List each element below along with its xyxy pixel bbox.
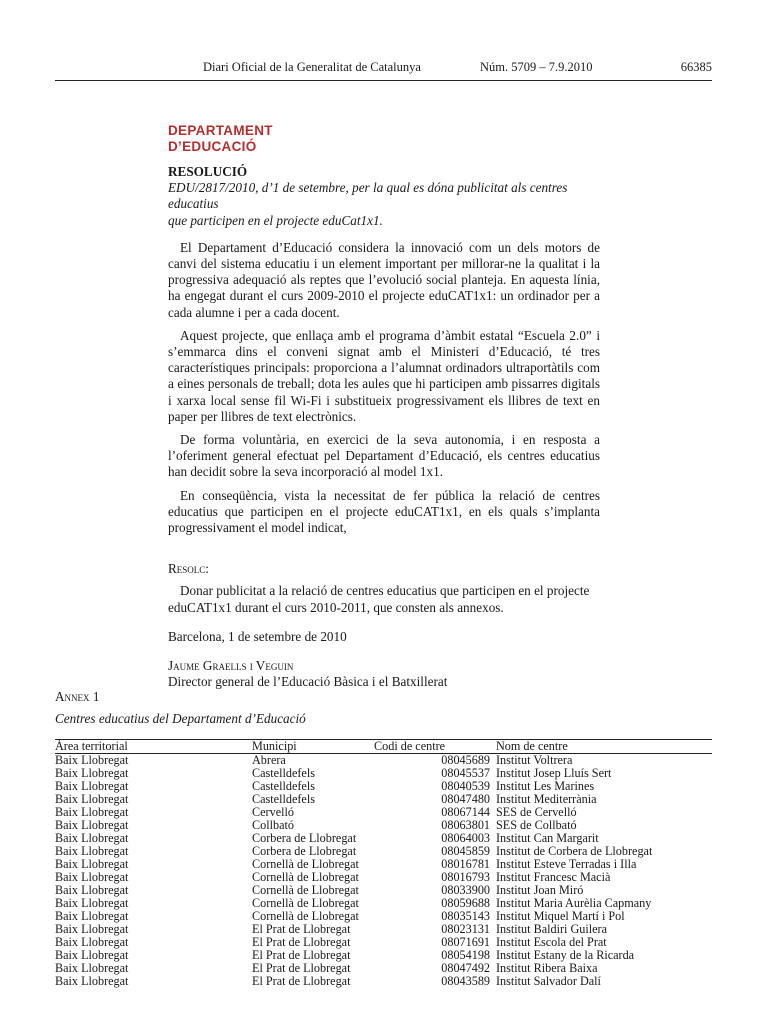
cell-name: Institut Esteve Terradas i Illa [496,857,637,871]
cell-area: Baix Llobregat [55,961,129,975]
cell-municipality: Castelldefels [252,779,315,793]
page-number: 66385 [680,60,712,74]
cell-code: 08040539 [441,779,490,793]
journal-title: Diari Oficial de la Generalitat de Catalunya [203,60,421,74]
cell-name: Institut Josep Lluís Sert [496,766,612,780]
cell-municipality: Cornellà de Llobregat [252,896,359,910]
cell-area: Baix Llobregat [55,766,129,780]
paragraph-3: De forma voluntària, en exercici de la seva autonomia, i en resposta a l’oferiment general efectuat pel Departament d’Educació, els centres educatius han decidit sobre la seva incorporació al model 1x1. [168,432,600,480]
column-header-municipality: Municipi [252,740,374,754]
cell-municipality: Cornellà de Llobregat [252,857,359,871]
cell-municipality: Collbató [252,818,294,832]
cell-code: 08035143 [441,909,490,923]
cell-code: 08033900 [441,883,490,897]
cell-municipality: El Prat de Llobregat [252,948,351,962]
cell-name: Institut Francesc Macià [496,870,611,884]
resolution-body [168,164,600,690]
cell-area: Baix Llobregat [55,805,129,819]
cell-area: Baix Llobregat [55,922,129,936]
cell-name: Institut Escola del Prat [496,935,607,949]
cell-area: Baix Llobregat [55,818,129,832]
cell-code: 08043589 [441,974,490,988]
cell-name: Institut Salvador Dalí [496,974,601,988]
table-row [55,962,712,975]
cell-area: Baix Llobregat [55,883,129,897]
cell-municipality: Cervelló [252,805,294,819]
cell-area: Baix Llobregat [55,857,129,871]
cell-name: Institut Voltrera [496,753,573,767]
cell-municipality: Abrera [252,753,286,767]
paragraph-2: Aquest projecte, que enllaça amb el programa d’àmbit estatal “Escuela 2.0” i s’emmarca dins el conveni signat amb el Ministeri d’Educació, té tres característiques principals: proporciona a l’alumnat ordinadors ultraportàtils com a eines personals de treball; dota les aules que hi participen amb pissarres digitals i xarxa local sense fil Wi-Fi i substitueix progressivament els llibres de text en paper per llibres de text electrònics. [168,327,600,424]
cell-municipality: El Prat de Llobregat [252,974,351,988]
cell-code: 08047492 [441,961,490,975]
table-row [55,806,712,819]
table-row [55,793,712,806]
table-row [55,923,712,936]
table-row [55,949,712,962]
cell-code: 08045689 [441,753,490,767]
cell-municipality: El Prat de Llobregat [252,961,351,975]
cell-name: Institut Miquel Martí i Pol [496,909,625,923]
resolution-subtitle-line-2: que participen en el projecte eduCat1x1. [168,212,383,228]
cell-municipality: El Prat de Llobregat [252,935,351,949]
cell-code: 08067144 [441,805,490,819]
paragraph-4: En conseqüència, vista la necessitat de fer pública la relació de centres educatius que participen en el projecte eduCAT1x1, en els quals s’implanta progressivament el model indicat, [168,487,600,536]
cell-code: 08016793 [441,870,490,884]
cell-municipality: Cornellà de Llobregat [252,870,359,884]
department-line-2: D’EDUCACIÓ [168,139,257,154]
cell-name: Institut Joan Miró [496,883,584,897]
cell-name: Institut Maria Aurèlia Capmany [496,896,652,910]
cell-area: Baix Llobregat [55,974,129,988]
cell-code: 08047480 [441,792,490,806]
cell-name: Institut Estany de la Ricarda [496,948,635,962]
cell-name: Institut de Corbera de Llobregat [496,844,653,858]
table-row [55,871,712,884]
table-row [55,819,712,832]
table-row [55,754,712,768]
cell-area: Baix Llobregat [55,870,129,884]
resolc-text: Donar publicitat a la relació de centres educatius que participen en el projecte eduCAT1x1 durant el curs 2010-2011, que consten als annexos. [168,583,590,615]
cell-municipality: Castelldefels [252,792,315,806]
table-row [55,858,712,871]
table-row [55,975,712,988]
cell-area: Baix Llobregat [55,844,129,858]
cell-municipality: Castelldefels [252,766,315,780]
cell-code: 08059688 [441,896,490,910]
cell-name: Institut Ribera Baixa [496,961,598,975]
resolution-subtitle-line-1: EDU/2817/2010, d’1 de setembre, per la qual es dóna publicitat als centres educatius [168,180,568,212]
column-header-name: Nom de centre [494,740,712,754]
cell-municipality: Corbera de Llobregat [252,844,357,858]
annex-heading [55,689,306,727]
cell-code: 08064003 [441,831,490,845]
department-line-1: DEPARTAMENT [168,123,273,138]
cell-area: Baix Llobregat [55,753,129,767]
cell-code: 08063801 [441,818,490,832]
page-header [55,60,712,82]
resolution-subtitle [168,180,600,229]
cell-area: Baix Llobregat [55,831,129,845]
header-divider [55,80,712,81]
table-body [55,754,712,989]
cell-name: Institut Les Marines [496,779,595,793]
table-row [55,780,712,793]
signer-name: Jaume Graells i Veguin [168,658,294,674]
date-line: Barcelona, 1 de setembre de 2010 [168,628,347,644]
cell-name: Institut Mediterrània [496,792,597,806]
cell-municipality: Cornellà de Llobregat [252,909,359,923]
table-row [55,910,712,923]
cell-name: SES de Collbató [496,818,577,832]
cell-code: 08054198 [441,948,490,962]
signer-role: Director general de l’Educació Bàsica i el Batxillerat [168,674,448,690]
column-header-area: Àrea territorial [55,740,252,754]
cell-area: Baix Llobregat [55,935,129,949]
resolution-heading: RESOLUCIÓ [168,164,248,179]
cell-area: Baix Llobregat [55,792,129,806]
cell-area: Baix Llobregat [55,948,129,962]
column-header-code: Codi de centre [374,740,494,754]
department-heading [168,123,273,155]
cell-name: Institut Baldiri Guilera [496,922,608,936]
cell-code: 08045859 [441,844,490,858]
table-header-row [55,740,712,754]
cell-code: 08016781 [441,857,490,871]
table-row [55,767,712,780]
cell-name: SES de Cervelló [496,805,577,819]
cell-name: Institut Can Margarit [496,831,599,845]
cell-area: Baix Llobregat [55,896,129,910]
cell-municipality: El Prat de Llobregat [252,922,351,936]
cell-municipality: Cornellà de Llobregat [252,883,359,897]
cell-code: 08045537 [441,766,490,780]
centres-table [55,739,712,988]
cell-area: Baix Llobregat [55,909,129,923]
paragraph-1: El Departament d’Educació considera la innovació com un dels motors de canvi del sistema educatiu i un element important per millorar-ne la qualitat i la progressiva adequació als reptes que l’evolució social planteja. En aquesta línia, ha engegat durant el curs 2009-2010 el projecte eduCAT1x1: un ordinador per a cada alumne i per a cada docent. [168,239,600,320]
issue-number: Núm. 5709 – 7.9.2010 [480,60,593,74]
cell-code: 08023131 [441,922,490,936]
annex-subtitle: Centres educatius del Departament d’Educació [55,711,306,726]
annex-title: Annex 1 [55,689,100,704]
cell-code: 08071691 [441,935,490,949]
cell-municipality: Corbera de Llobregat [252,831,357,845]
cell-area: Baix Llobregat [55,779,129,793]
resolc-label: Resolc: [168,561,209,577]
